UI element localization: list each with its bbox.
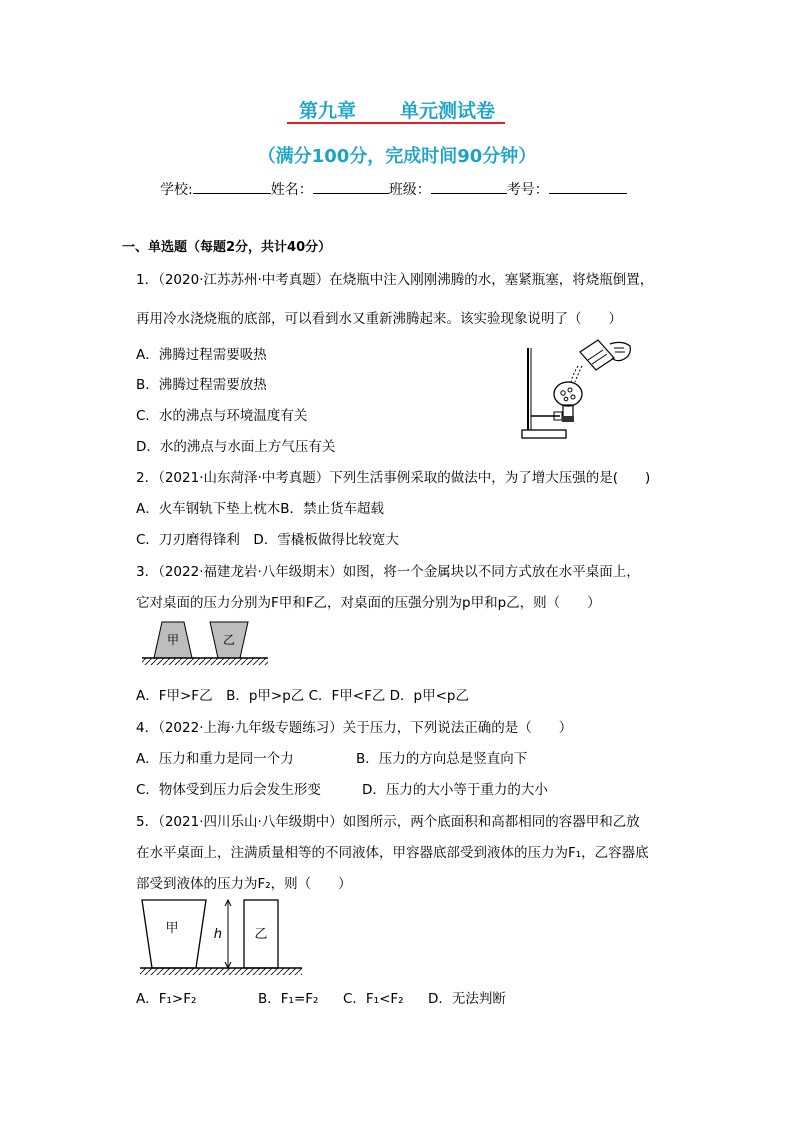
q3-stem-line-2: 它对桌面的压力分别为F甲和F乙，对桌面的压强分别为p甲和p乙，则（ ） bbox=[136, 595, 601, 611]
page-title bbox=[0, 96, 794, 123]
exam-no-field[interactable] bbox=[549, 180, 627, 194]
flask-experiment-figure bbox=[518, 336, 634, 442]
class-field[interactable] bbox=[431, 180, 507, 194]
q5-option-a: A．F₁>F₂ bbox=[136, 991, 197, 1007]
q2-stem: 2．（2021·山东菏泽·中考真题）下列生活事例采取的做法中，为了增大压强的是( ) bbox=[136, 470, 651, 486]
section-title: 一、单选题（每题2分，共计40分） bbox=[122, 240, 332, 255]
school-field[interactable] bbox=[193, 180, 271, 194]
title-underline bbox=[287, 122, 505, 124]
page-subtitle: （满分100分，完成时间90分钟） bbox=[257, 146, 537, 167]
q4-option-b: B．压力的方向总是竖直向下 bbox=[356, 751, 528, 767]
q1-stem-line-1: 1．（2020·江苏苏州·中考真题）在烧瓶中注入刚刚沸腾的水，塞紧瓶塞，将烧瓶倒置， bbox=[136, 272, 654, 288]
q1-option-b: B．沸腾过程需要放热 bbox=[136, 377, 267, 393]
q5-stem-line-1: 5．（2021·四川乐山·八年级期中）如图所示，两个底面积和高都相同的容器甲和乙放 bbox=[136, 814, 640, 830]
q3-stem-line-1: 3．（2022·福建龙岩·八年级期末）如图，将一个金属块以不同方式放在水平桌面上， bbox=[136, 564, 640, 580]
q2-options-cd: C．刀刃磨得锋利 D．雪橇板做得比较宽大 bbox=[136, 532, 399, 548]
class-label: 班级： bbox=[388, 182, 431, 198]
q2-options-ab: A．火车钢轨下垫上枕木B．禁止货车超载 bbox=[136, 501, 384, 517]
metal-block-figure bbox=[138, 618, 270, 668]
q5-stem-line-3: 部受到液体的压力为F₂，则（ ） bbox=[136, 876, 352, 892]
height-label: h bbox=[213, 927, 222, 942]
name-label: 姓名： bbox=[270, 182, 313, 198]
q5-option-d: D．无法判断 bbox=[428, 991, 506, 1007]
exam-no-label: 考号： bbox=[506, 182, 549, 198]
chapter-title: 第九章 bbox=[298, 100, 356, 122]
school-label: 学校: bbox=[160, 182, 193, 198]
q5-stem-line-2: 在水平桌面上，注满质量相等的不同液体，甲容器底部受到液体的压力为F₁，乙容器底 bbox=[136, 845, 649, 861]
q3-label-jia: 甲 bbox=[166, 633, 180, 647]
q1-option-a: A．沸腾过程需要吸热 bbox=[136, 347, 267, 363]
q5-label-yi: 乙 bbox=[254, 927, 268, 942]
q3-label-yi: 乙 bbox=[222, 633, 236, 647]
q4-option-a: A．压力和重力是同一个力 bbox=[136, 751, 294, 767]
q1-option-d: D．水的沸点与水面上方气压有关 bbox=[136, 439, 336, 455]
unit-title: 单元测试卷 bbox=[400, 100, 496, 122]
student-info-line bbox=[160, 179, 627, 199]
q4-option-d: D．压力的大小等于重力的大小 bbox=[362, 782, 548, 798]
q5-option-c: C．F₁<F₂ bbox=[343, 991, 404, 1007]
q5-option-b: B．F₁=F₂ bbox=[258, 991, 319, 1007]
q5-label-jia: 甲 bbox=[165, 921, 179, 936]
q3-options: A．F甲>F乙 B．p甲>p乙 C．F甲<F乙 D．p甲<p乙 bbox=[136, 688, 469, 704]
name-field[interactable] bbox=[313, 180, 389, 194]
containers-figure bbox=[136, 894, 306, 978]
q1-option-c: C．水的沸点与环境温度有关 bbox=[136, 408, 308, 424]
q4-stem: 4．（2022·上海·九年级专题练习）关于压力，下列说法正确的是（ ） bbox=[136, 720, 573, 736]
q1-stem-line-2: 再用冷水浇烧瓶的底部，可以看到水又重新沸腾起来。该实验现象说明了（ ） bbox=[136, 311, 622, 327]
q4-option-c: C．物体受到压力后会发生形变 bbox=[136, 782, 321, 798]
